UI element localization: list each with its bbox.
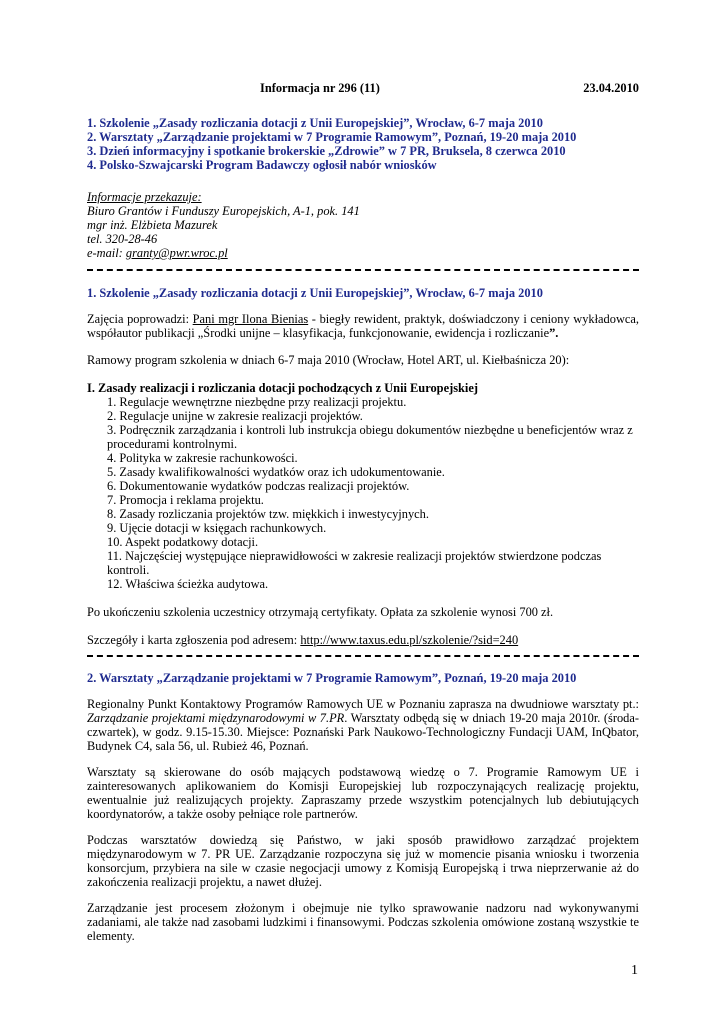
info-date: 23.04.2010 bbox=[583, 81, 639, 95]
contact-phone: tel. 320-28-46 bbox=[87, 232, 158, 246]
list-item: 9. Ujęcie dotacji w księgach rachunkowych. bbox=[107, 521, 327, 535]
document-page bbox=[87, 81, 639, 943]
section2-paragraph-4: Zarządzanie jest procesem złożonym i obejmuje nie tylko sprawowanie nadzoru nad wykonywanymi zadaniami, ale także nad zasobami ludzkimi i finansowymi. Podczas szkolenia omówione zostaną wszystkie te elementy. bbox=[87, 901, 639, 943]
contact-person: mgr inż. Elżbieta Mazurek bbox=[87, 218, 218, 232]
toc-item: 1. Szkolenie „Zasady rozliczania dotacji z Unii Europejskiej”, Wrocław, 6-7 maja 2010 bbox=[87, 116, 543, 130]
section2-title: 2. Warsztaty „Zarządzanie projektami w 7 Programie Ramowym”, Poznań, 19-20 maja 2010 bbox=[87, 671, 577, 685]
list-item: 7. Promocja i reklama projektu. bbox=[107, 493, 264, 507]
section1-lead: Zajęcia poprowadzi: Pani mgr Ilona Bienias - biegły rewident, praktyk, doświadczony i ceniony wykładowca, współautor publikacji „Środki unijne – klasyfikacja, funkcjonowanie, ewidencja i rozliczanie”. bbox=[87, 312, 639, 340]
list-item: 10. Aspekt podatkowy dotacji. bbox=[107, 535, 259, 549]
page-number: 1 bbox=[631, 963, 638, 978]
list-item: 12. Właściwa ścieżka audytowa. bbox=[107, 577, 269, 591]
list-item: 11. Najczęściej występujące nieprawidłowości w zakresie realizacji projektów stwierdzone podczas kontroli. bbox=[107, 549, 602, 577]
contact-office: Biuro Grantów i Funduszy Europejskich, A-1, pok. 141 bbox=[87, 204, 360, 218]
program-heading: I. Zasady realizacji i rozliczania dotacji pochodzących z Unii Europejskiej bbox=[87, 381, 478, 395]
certificate-info: Po ukończeniu szkolenia uczestnicy otrzymają certyfikaty. Opłata za szkolenie wynosi 700 zł. bbox=[87, 605, 554, 619]
list-item: 3. Podręcznik zarządzania i kontroli lub instrukcja obiegu dokumentów niezbędne u beneficjentów wraz z procedurami kontrolnymi. bbox=[107, 423, 633, 451]
info-number: Informacja nr 296 (11) bbox=[260, 81, 380, 95]
details-link[interactable]: http://www.taxus.edu.pl/szkolenie/?sid=240 bbox=[300, 633, 519, 647]
contact-heading: Informacje przekazuje: bbox=[87, 190, 202, 204]
section1-framework: Ramowy program szkolenia w dniach 6-7 maja 2010 (Wrocław, Hotel ART, ul. Kiełbaśnicza 20): bbox=[87, 353, 570, 367]
info-header bbox=[87, 81, 639, 95]
contact-email-line bbox=[87, 246, 639, 260]
section1-title: 1. Szkolenie „Zasady rozliczania dotacji z Unii Europejskiej”, Wrocław, 6-7 maja 2010 bbox=[87, 286, 543, 300]
contact-email-label: e-mail: bbox=[87, 246, 126, 260]
toc-item: 2. Warsztaty „Zarządzanie projektami w 7 Programie Ramowym”, Poznań, 19-20 maja 2010 bbox=[87, 130, 577, 144]
list-item: 6. Dokumentowanie wydatków podczas realizacji projektów. bbox=[107, 479, 410, 493]
section-divider bbox=[87, 269, 639, 271]
list-item: 5. Zasady kwalifikowalności wydatków oraz ich udokumentowanie. bbox=[107, 465, 445, 479]
contact-block bbox=[87, 190, 639, 260]
toc-item: 4. Polsko-Szwajcarski Program Badawczy ogłosił nabór wniosków bbox=[87, 158, 437, 172]
lecturer-name: Pani mgr Ilona Bienias bbox=[192, 312, 309, 326]
section-divider bbox=[87, 655, 639, 657]
list-item: 2. Regulacje unijne w zakresie realizacji projektów. bbox=[107, 409, 363, 423]
program-list bbox=[87, 395, 639, 591]
table-of-contents bbox=[87, 116, 639, 172]
section2-paragraph-3: Podczas warsztatów dowiedzą się Państwo, w jaki sposób prawidłowo zarządzać projektem międzynarodowym w 7. PR UE. Zarządzanie rozpoczyna się już w momencie pisania wniosku i tworzenia konsorcjum, przybiera na sile w czasie negocjacji umowy z Komisją Europejską i trwa nieprzerwanie aż do zakończenia realizacji projektu, a nawet dłużej. bbox=[87, 833, 639, 889]
list-item: 4. Polityka w zakresie rachunkowości. bbox=[107, 451, 298, 465]
details-line: Szczegóły i karta zgłoszenia pod adresem: http://www.taxus.edu.pl/szkolenie/?sid=240 bbox=[87, 633, 519, 647]
contact-email-link[interactable]: granty@pwr.wroc.pl bbox=[125, 246, 228, 260]
section2-paragraph-2: Warsztaty są skierowane do osób mających podstawową wiedzę o 7. Programie Ramowym UE i zainteresowanych aplikowaniem do Komisji Europejskiej lub rozpoczynających realizację projektu, ewentualnie już realizujących projekty. Zapraszamy przede wszystkim potencjalnych lub debiutujących koordynatorów, a także osoby pełniące role partnerów. bbox=[87, 765, 639, 821]
list-item: 8. Zasady rozliczania projektów tzw. miękkich i inwestycyjnych. bbox=[107, 507, 429, 521]
section2-paragraph-1: Regionalny Punkt Kontaktowy Programów Ramowych UE w Poznaniu zaprasza na dwudniowe warsztaty pt.: Zarządzanie projektami międzynarodowymi w 7.PR. Warsztaty odbędą się w dniach 19-20 maja 2010r. (środa-czwartek), w godz. 9.15-15.30. Miejsce: Poznański Park Naukowo-Technologiczny Fundacji UAM, InQbator, Budynek C4, sala 56, ul. Rubież 46, Poznań. bbox=[87, 697, 640, 753]
toc-item: 3. Dzień informacyjny i spotkanie brokerskie „Zdrowie” w 7 PR, Bruksela, 8 czerwca 2010 bbox=[87, 144, 566, 158]
list-item: 1. Regulacje wewnętrzne niezbędne przy realizacji projektu. bbox=[107, 395, 407, 409]
